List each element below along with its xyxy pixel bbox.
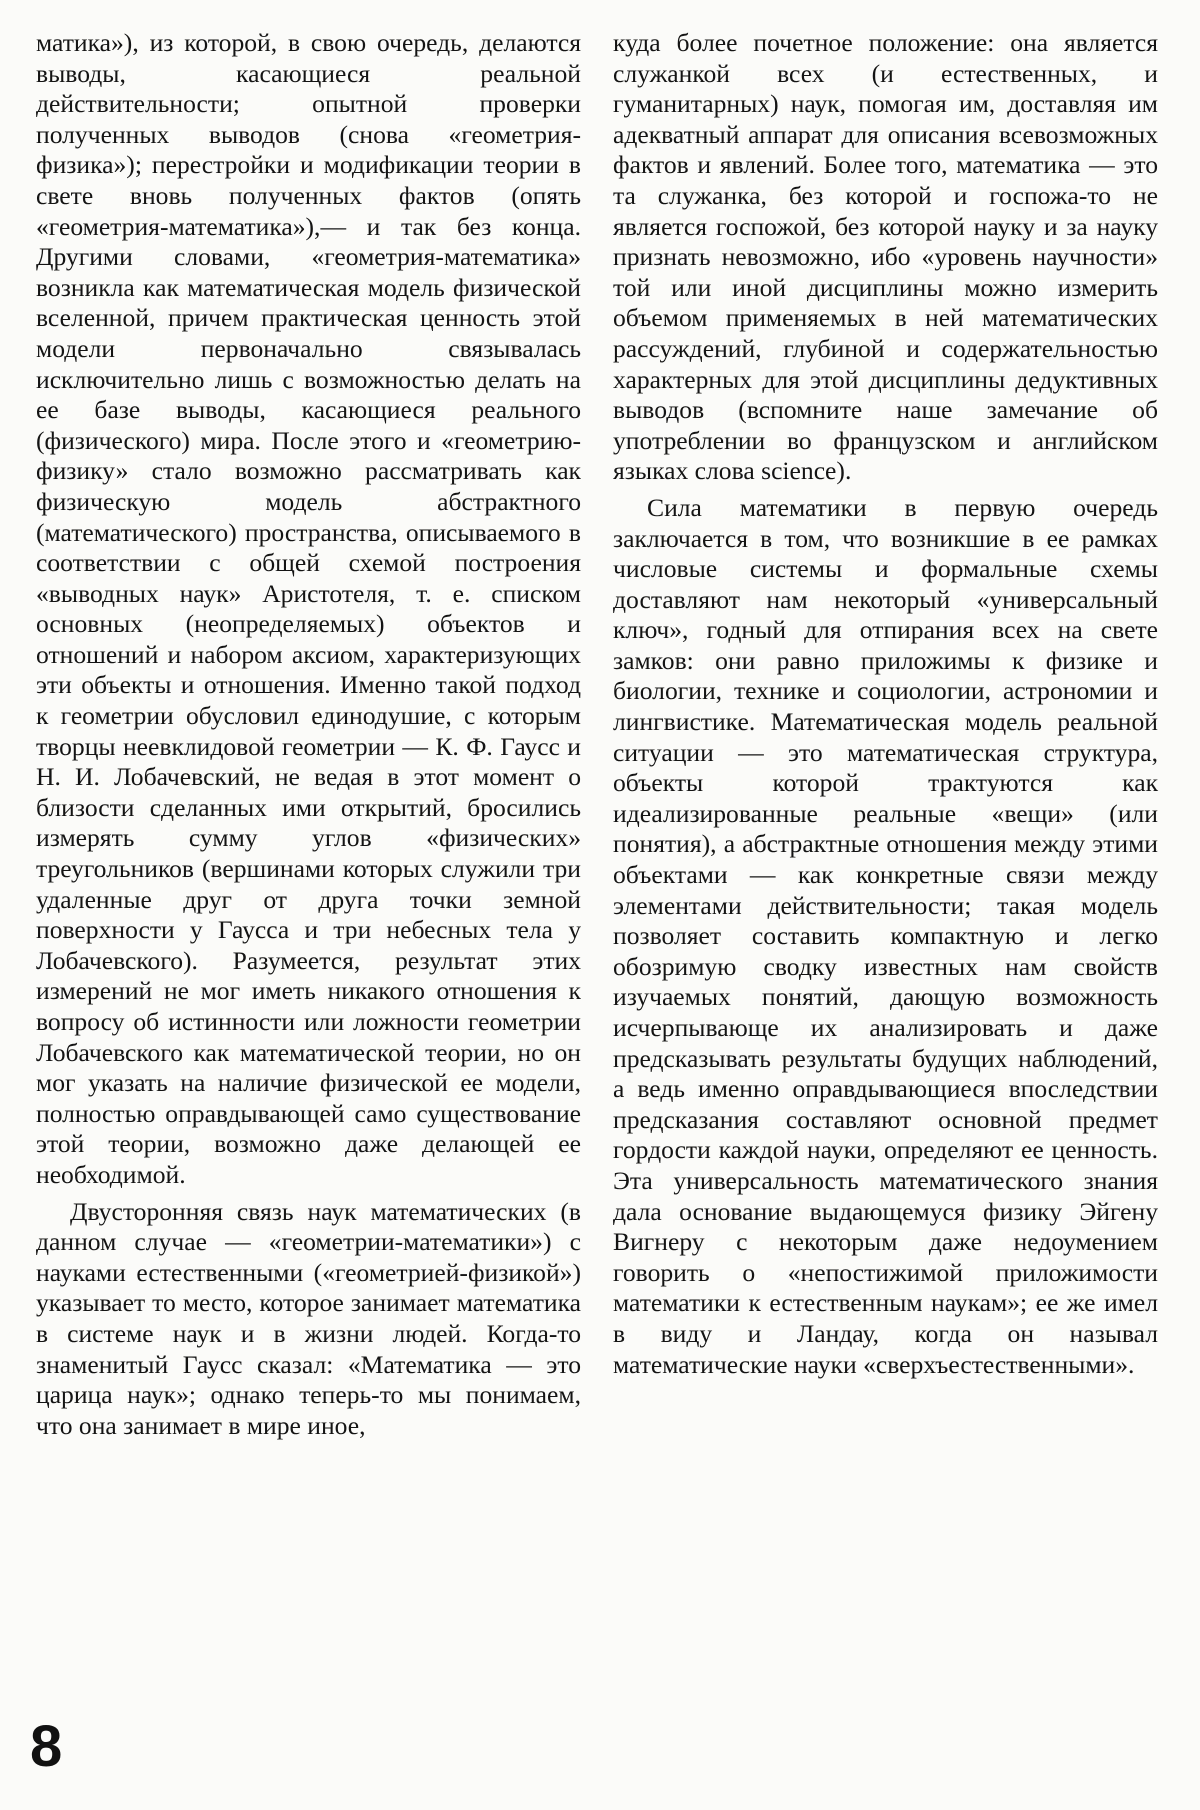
- left-column: [36, 28, 581, 1441]
- paragraph: Сила математики в первую очередь заключается в том, что возникшие в ее рамках числовые системы и формальные схемы доставляют нам некоторый «универсальный ключ», годный для отпирания всех на свете замков: они равно приложимы к физике и биологии, технике и социологии, астрономии и лингвистике. Математическая модель реальной ситуации — это математическая структура, объекты которой трактуются как идеализированные реальные «вещи» (или понятия), а абстрактные отношения между этими объектами — как конкретные связи между элементами действительности; такая модель позволяет составить компактную и легко обозримую сводку известных нам свойств изучаемых понятий, дающую возможность исчерпывающе их анализировать и даже предсказывать результаты будущих наблюдений, а ведь именно оправдывающиеся впоследствии предсказания составляют основной предмет гордости каждой науки, определяют ее ценность. Эта универсальность математического знания дала основание выдающемуся физику Эйгену Вигнеру с некоторым даже недоумением говорить о «непостижимой приложимости математики к естественным наукам»; ее же имел в виду и Ландау, когда он называл математические науки «сверхъестественными».: [613, 492, 1158, 1379]
- paragraph-continued: матика»), из которой, в свою очередь, делаются выводы, касающиеся реальной действительности; опытной проверки полученных выводов (снова «геометрия-физика»); перестройки и модификации теории в свете вновь полученных фактов (опять «геометрия-математика»),— и так без конца. Другими словами, «геометрия-математика» возникла как математическая модель физической вселенной, причем практическая ценность этой модели первоначально связывалась исключительно лишь с возможностью делать на ее базе выводы, касающиеся реального (физического) мира. После этого и «геометрию-физику» стало возможно рассматривать как физическую модель абстрактного (математического) пространства, описываемого в соответствии с общей схемой построения «выводных наук» Аристотеля, т. е. списком основных (неопределяемых) объектов и отношений и набором аксиом, характеризующих эти объекты и отношения. Именно такой подход к геометрии обусловил единодушие, с которым творцы неевклидовой геометрии — К. Ф. Гаусс и Н. И. Лобачевский, не ведая в этот момент о близости сделанных ими открытий, бросились измерять сумму углов «физических» треугольников (вершинами которых служили три удаленные друг от друга точки земной поверхности у Гаусса и три небесных тела у Лобачевского). Разумеется, результат этих измерений не мог иметь никакого отношения к вопросу об истинности или ложности геометрии Лобачевского как математической теории, но он мог указать на наличие физической ее модели, полностью оправдывающей само существование этой теории, возможно даже делающей ее необходимой.: [36, 28, 581, 1189]
- right-column: [613, 28, 1158, 1380]
- page-number: 8: [30, 1714, 63, 1779]
- paragraph: Двусторонняя связь наук математических (в данном случае — «геометрии-математики») с науками естественными («геометрией-физикой») указывает то место, которое занимает математика в системе наук и в жизни людей. Когда-то знаменитый Гаусс сказал: «Математика — это царица наук»; однако теперь-то мы понимаем, что она занимает в мире иное,: [36, 1196, 581, 1440]
- paragraph-continued: куда более почетное положение: она является служанкой всех (и естественных, и гуманитарных) наук, помогая им, доставляя им адекватный аппарат для описания всевозможных фактов и явлений. Более того, математика — это та служанка, без которой и госпожа-то не является госпожой, без которой науку и за науку признать невозможно, ибо «уровень научности» той или иной дисциплины можно измерить объемом применяемых в ней математических рассуждений, глубиной и содержательностью характерных для этой дисциплины дедуктивных выводов (вспомните наше замечание об употреблении во французском и английском языках слова science).: [613, 28, 1158, 486]
